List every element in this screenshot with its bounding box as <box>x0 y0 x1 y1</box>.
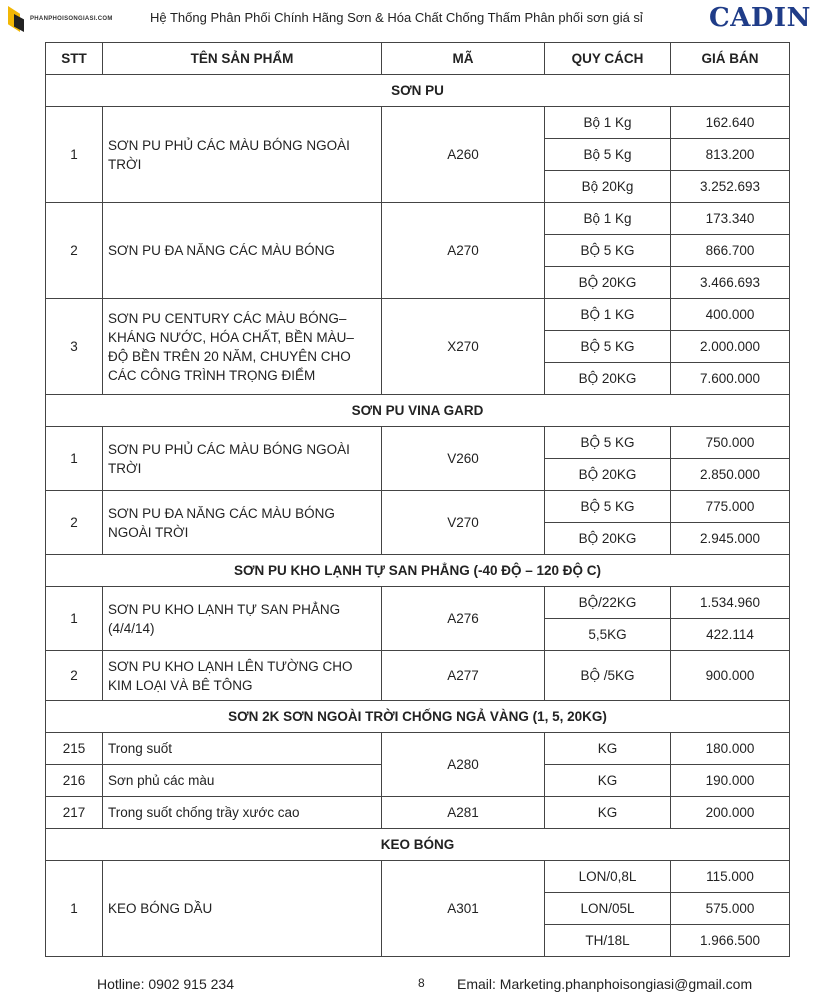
stt-cell: 3 <box>46 299 103 395</box>
price-cell: 400.000 <box>671 299 790 331</box>
price-cell: 190.000 <box>671 765 790 797</box>
distributor-logo-text: PHANPHOISONGIASI.COM <box>30 16 113 22</box>
section-title: SƠN PU KHO LẠNH TỰ SAN PHẲNG (-40 ĐỘ – 120 ĐỘ C) <box>46 555 790 587</box>
code-cell: A260 <box>382 107 545 203</box>
hotline-text: Hotline: 0902 915 234 <box>97 976 234 992</box>
stt-cell: 1 <box>46 587 103 651</box>
header-title: Hệ Thống Phân Phối Chính Hãng Sơn & Hóa Chất Chống Thấm Phân phối sơn giá sỉ <box>150 10 643 25</box>
price-cell: 180.000 <box>671 733 790 765</box>
col-code: MÃ <box>382 43 545 75</box>
price-cell: 1.534.960 <box>671 587 790 619</box>
col-stt: STT <box>46 43 103 75</box>
table-row <box>46 203 790 235</box>
section-row <box>46 395 790 427</box>
product-name-cell: SƠN PU PHỦ CÁC MÀU BÓNG NGOÀI TRỜI <box>103 427 382 491</box>
stt-cell: 2 <box>46 491 103 555</box>
stt-cell: 1 <box>46 427 103 491</box>
price-cell: 813.200 <box>671 139 790 171</box>
section-title: SƠN PU <box>46 75 790 107</box>
price-cell: 775.000 <box>671 491 790 523</box>
spec-cell: Bộ 1 Kg <box>545 107 671 139</box>
price-cell: 750.000 <box>671 427 790 459</box>
product-name-cell: SƠN PU ĐA NĂNG CÁC MÀU BÓNG NGOÀI TRỜI <box>103 491 382 555</box>
section-row <box>46 701 790 733</box>
price-cell: 422.114 <box>671 619 790 651</box>
email-text: Email: Marketing.phanphoisongiasi@gmail.com <box>457 976 753 992</box>
code-cell: V270 <box>382 491 545 555</box>
spec-cell: KG <box>545 765 671 797</box>
table-row <box>46 733 790 765</box>
spec-cell: KG <box>545 797 671 829</box>
table-row <box>46 299 790 331</box>
price-cell: 162.640 <box>671 107 790 139</box>
product-name-cell: SƠN PU KHO LẠNH TỰ SAN PHẲNG (4/4/14) <box>103 587 382 651</box>
product-name-cell: SƠN PU CENTURY CÁC MÀU BÓNG– KHÁNG NƯỚC, HÓA CHẤT, BỀN MÀU– ĐỘ BỀN TRÊN 20 NĂM, CHUYÊN CHO CÁC CÔNG TRÌNH TRỌNG ĐIỂM <box>103 299 382 395</box>
cadin-logo: CADIN <box>709 3 811 33</box>
section-title: SƠN 2K SƠN NGOÀI TRỜI CHỐNG NGẢ VÀNG (1, 5, 20KG) <box>46 701 790 733</box>
code-cell: A276 <box>382 587 545 651</box>
table-header-row <box>46 43 790 75</box>
section-row <box>46 829 790 861</box>
section-title: KEO BÓNG <box>46 829 790 861</box>
spec-cell: KG <box>545 733 671 765</box>
code-cell: A281 <box>382 797 545 829</box>
table-row <box>46 651 790 701</box>
code-cell: A270 <box>382 203 545 299</box>
section-row <box>46 75 790 107</box>
col-spec: QUY CÁCH <box>545 43 671 75</box>
price-cell: 2.000.000 <box>671 331 790 363</box>
page-number: 8 <box>418 976 425 990</box>
product-name-cell: SƠN PU ĐA NĂNG CÁC MÀU BÓNG <box>103 203 382 299</box>
code-cell: X270 <box>382 299 545 395</box>
price-table <box>45 42 790 957</box>
spec-cell: BỘ 5 KG <box>545 331 671 363</box>
spec-cell: Bộ 5 Kg <box>545 139 671 171</box>
spec-cell: Bộ 20Kg <box>545 171 671 203</box>
price-cell: 2.945.000 <box>671 523 790 555</box>
spec-cell: Bộ 1 Kg <box>545 203 671 235</box>
price-cell: 3.252.693 <box>671 171 790 203</box>
product-name-cell: KEO BÓNG DẦU <box>103 861 382 957</box>
page-header <box>0 0 833 38</box>
price-cell: 1.966.500 <box>671 925 790 957</box>
table-row <box>46 491 790 523</box>
spec-cell: BỘ 5 KG <box>545 427 671 459</box>
stt-cell: 1 <box>46 107 103 203</box>
stt-cell: 215 <box>46 733 103 765</box>
spec-cell: BỘ/22KG <box>545 587 671 619</box>
product-name-cell: Trong suốt chống trầy xước cao <box>103 797 382 829</box>
code-cell: V260 <box>382 427 545 491</box>
page-footer <box>0 976 833 996</box>
table-row <box>46 427 790 459</box>
price-cell: 173.340 <box>671 203 790 235</box>
price-cell: 3.466.693 <box>671 267 790 299</box>
code-cell: A280 <box>382 733 545 797</box>
table-row <box>46 107 790 139</box>
price-cell: 575.000 <box>671 893 790 925</box>
col-price: GIÁ BÁN <box>671 43 790 75</box>
spec-cell: BỘ /5KG <box>545 651 671 701</box>
product-name-cell: Trong suốt <box>103 733 382 765</box>
spec-cell: 5,5KG <box>545 619 671 651</box>
product-name-cell: Sơn phủ các màu <box>103 765 382 797</box>
distributor-logo[interactable] <box>8 4 113 34</box>
stt-cell: 217 <box>46 797 103 829</box>
spec-cell: BỘ 20KG <box>545 363 671 395</box>
table-row <box>46 861 790 893</box>
spec-cell: BỘ 20KG <box>545 459 671 491</box>
price-cell: 900.000 <box>671 651 790 701</box>
price-cell: 866.700 <box>671 235 790 267</box>
stt-cell: 1 <box>46 861 103 957</box>
spec-cell: BỘ 20KG <box>545 267 671 299</box>
product-name-cell: SƠN PU PHỦ CÁC MÀU BÓNG NGOÀI TRỜI <box>103 107 382 203</box>
spec-cell: LON/0,8L <box>545 861 671 893</box>
product-name-cell: SƠN PU KHO LẠNH LÊN TƯỜNG CHO KIM LOẠI VÀ BÊ TÔNG <box>103 651 382 701</box>
spec-cell: BỘ 5 KG <box>545 235 671 267</box>
section-row <box>46 555 790 587</box>
spec-cell: TH/18L <box>545 925 671 957</box>
distributor-logo-icon <box>8 6 26 32</box>
spec-cell: BỘ 1 KG <box>545 299 671 331</box>
price-cell: 200.000 <box>671 797 790 829</box>
code-cell: A277 <box>382 651 545 701</box>
price-cell: 2.850.000 <box>671 459 790 491</box>
price-cell: 115.000 <box>671 861 790 893</box>
col-product-name: TÊN SẢN PHẨM <box>103 43 382 75</box>
code-cell: A301 <box>382 861 545 957</box>
stt-cell: 2 <box>46 651 103 701</box>
section-title: SƠN PU VINA GARD <box>46 395 790 427</box>
spec-cell: LON/05L <box>545 893 671 925</box>
spec-cell: BỘ 5 KG <box>545 491 671 523</box>
price-cell: 7.600.000 <box>671 363 790 395</box>
spec-cell: BỘ 20KG <box>545 523 671 555</box>
table-row <box>46 587 790 619</box>
stt-cell: 216 <box>46 765 103 797</box>
table-row <box>46 797 790 829</box>
stt-cell: 2 <box>46 203 103 299</box>
